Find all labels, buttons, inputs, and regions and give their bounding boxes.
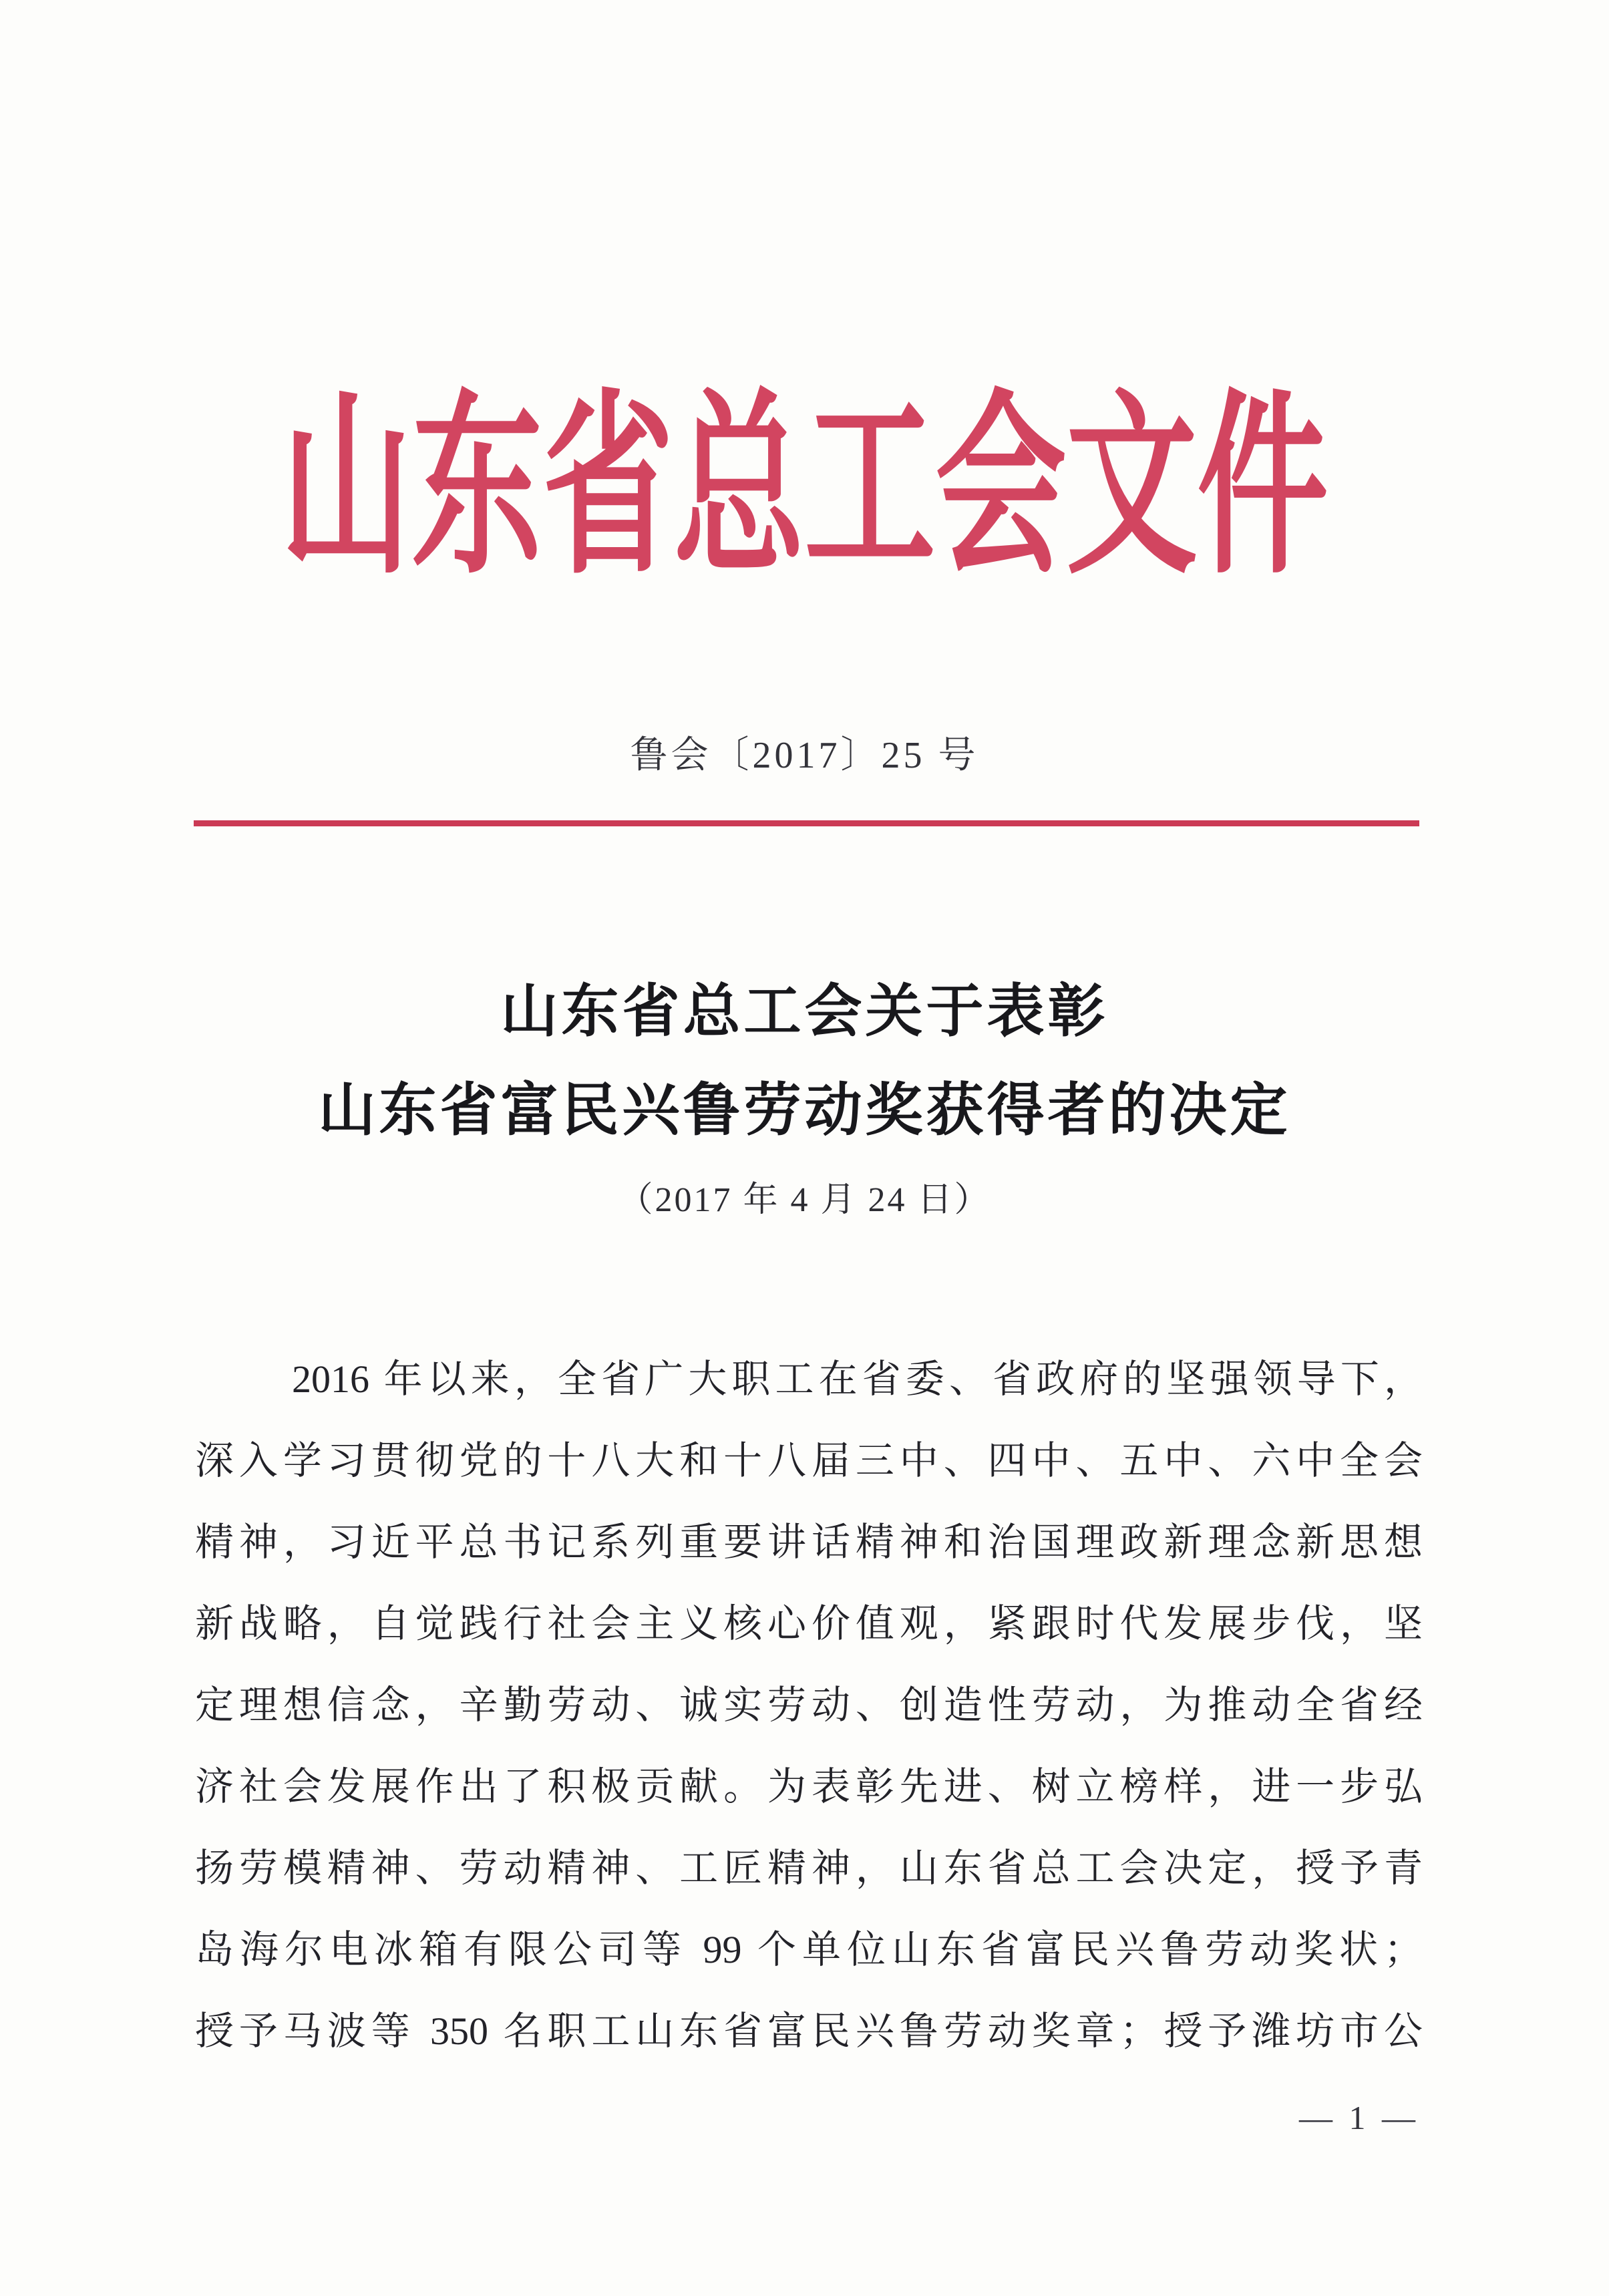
- letterhead-title: 山东省总工会文件: [281, 379, 1328, 597]
- document-title: [0, 962, 1609, 1160]
- body-line-5: 定理想信念，辛勤劳动、诚实劳动、创造性劳动，为推动全省经: [195, 1683, 1423, 1727]
- body-line-2: 深入学习贯彻党的十八大和十八届三中、四中、五中、六中全会: [195, 1439, 1423, 1482]
- body-line-4: 新战略，自觉践行社会主义核心价值观，紧跟时代发展步伐，坚: [195, 1602, 1423, 1645]
- page-number: — 1 —: [1299, 2099, 1419, 2136]
- title-line-2: 山东省富民兴鲁劳动奖获得者的决定: [318, 1078, 1291, 1142]
- title-line-1: 山东省总工会关于表彰: [500, 979, 1109, 1043]
- document-date: （2017 年 4 月 24 日）: [618, 1181, 991, 1219]
- body-line-6: 济社会发展作出了积极贡献。为表彰先进、树立榜样，进一步弘: [195, 1765, 1423, 1808]
- body-line-8: 岛海尔电冰箱有限公司等 99 个单位山东省富民兴鲁劳动奖状；: [195, 1928, 1423, 1971]
- doc-number: 鲁会〔2017〕25 号: [630, 735, 979, 776]
- document-body: [195, 1339, 1423, 2072]
- red-divider-rule: [194, 820, 1419, 826]
- body-line-7: 扬劳模精神、劳动精神、工匠精神，山东省总工会决定，授予青: [195, 1846, 1423, 1890]
- body-line-9: 授予马波等 350 名职工山东省富民兴鲁劳动奖章；授予潍坊市公: [195, 2009, 1423, 2053]
- letterhead: [0, 379, 1609, 597]
- body-line-1: 2016 年以来，全省广大职工在省委、省政府的坚强领导下，: [292, 1357, 1423, 1401]
- body-line-3: 精神，习近平总书记系列重要讲话精神和治国理政新理念新思想: [195, 1520, 1423, 1564]
